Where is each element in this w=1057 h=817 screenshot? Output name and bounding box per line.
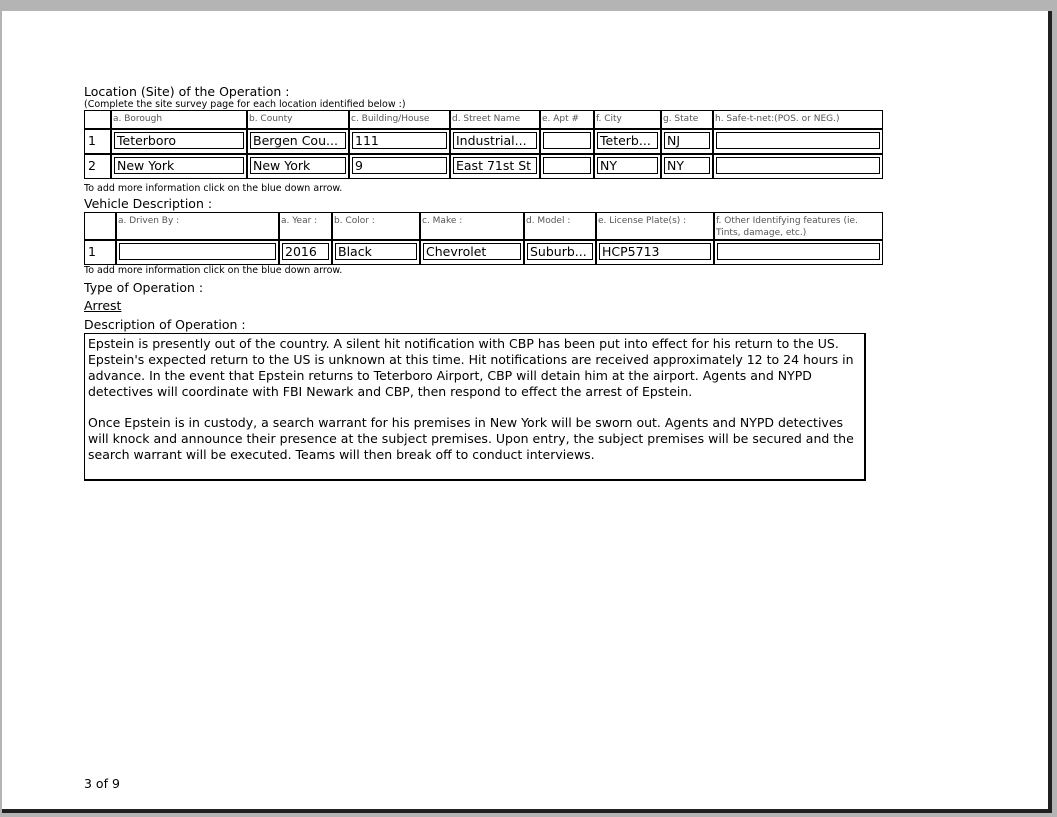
building-field[interactable]: 9 <box>352 157 447 174</box>
county-field[interactable]: Bergen Cou... <box>250 132 346 149</box>
vehicle-title: Vehicle Description : <box>84 196 213 211</box>
row-number: 2 <box>84 154 111 179</box>
vehicle-header-color: b. Color : <box>332 212 420 240</box>
location-header-safenet: h. Safe-t-net:(POS. or NEG.) <box>713 110 883 129</box>
driven-by-field[interactable] <box>119 243 276 260</box>
other-features-field[interactable] <box>717 243 880 260</box>
location-header-street: d. Street Name <box>450 110 540 129</box>
vehicle-header-plate: e. License Plate(s) : <box>596 212 714 240</box>
description-paragraph-2: Once Epstein is in custody, a search warrant for his premises in New York will be sworn out. Agents and NYPD detectives will knock and announce their presence at the subject premises. Upon entry, the subject premises will be secured and the search warrant will be executed. Teams will then break off to conduct interviews. <box>88 415 854 462</box>
row-number: 1 <box>84 240 116 265</box>
vehicle-header-index <box>84 212 116 240</box>
borough-field[interactable]: Teterboro <box>114 132 244 149</box>
table-row <box>84 129 883 154</box>
operation-type-value: Arrest <box>84 298 122 313</box>
location-subtitle: (Complete the site survey page for each location identified below :) <box>84 99 406 110</box>
location-table <box>84 110 883 179</box>
year-field[interactable]: 2016 <box>282 243 329 260</box>
license-plate-field[interactable]: HCP5713 <box>599 243 711 260</box>
operation-type-title: Type of Operation : <box>84 280 204 295</box>
county-field[interactable]: New York <box>250 157 346 174</box>
description-title: Description of Operation : <box>84 317 246 332</box>
table-row <box>84 154 883 179</box>
borough-field[interactable]: New York <box>114 157 244 174</box>
location-header-building: c. Building/House <box>349 110 450 129</box>
street-field[interactable]: East 71st St <box>453 157 537 174</box>
apt-field[interactable] <box>543 157 591 174</box>
document-page <box>2 11 1052 813</box>
vehicle-header-model: d. Model : <box>524 212 596 240</box>
location-header-state: g. State <box>661 110 713 129</box>
vehicle-add-hint: To add more information click on the blue down arrow. <box>84 265 343 276</box>
location-header-borough: a. Borough <box>111 110 247 129</box>
vehicle-header-year: a. Year : <box>279 212 332 240</box>
make-field[interactable]: Chevrolet <box>423 243 521 260</box>
description-paragraph-1: Epstein is presently out of the country. A silent hit notification with CBP has been put into effect for his return to the US. Epstein's expected return to the US is unknown at this time. Hit notifications are received approximately 12 to 24 hours in advance. In the event that Epstein returns to Teterboro Airport, CBP will detain him at the airport. Agents and NYPD detectives will coordinate with FBI Newark and CBP, then respond to effect the arrest of Epstein. <box>88 336 854 399</box>
location-title: Location (Site) of the Operation : <box>84 84 290 99</box>
location-header-row <box>84 110 883 129</box>
safenet-field[interactable] <box>716 157 880 174</box>
city-field[interactable]: Teterb... <box>597 132 658 149</box>
model-field[interactable]: Suburb... <box>527 243 593 260</box>
location-header-apt: e. Apt # <box>540 110 594 129</box>
color-field[interactable]: Black <box>335 243 417 260</box>
vehicle-table <box>84 212 883 265</box>
building-field[interactable]: 111 <box>352 132 447 149</box>
location-header-index <box>84 110 111 129</box>
table-row <box>84 240 883 265</box>
apt-field[interactable] <box>543 132 591 149</box>
location-header-county: b. County <box>247 110 349 129</box>
safenet-field[interactable] <box>716 132 880 149</box>
row-number: 1 <box>84 129 111 154</box>
vehicle-header-driven-by: a. Driven By : <box>116 212 279 240</box>
city-field[interactable]: NY <box>597 157 658 174</box>
state-field[interactable]: NJ <box>664 132 710 149</box>
page-number: 3 of 9 <box>84 776 120 791</box>
vehicle-header-make: c. Make : <box>420 212 524 240</box>
street-field[interactable]: Industrial... <box>453 132 537 149</box>
location-add-hint: To add more information click on the blue down arrow. <box>84 183 343 194</box>
vehicle-header-other: f. Other Identifying features (ie. Tints, damage, etc.) <box>714 212 883 240</box>
vehicle-header-row <box>84 212 883 240</box>
state-field[interactable]: NY <box>664 157 710 174</box>
description-textbox[interactable] <box>84 333 866 481</box>
location-header-city: f. City <box>594 110 661 129</box>
